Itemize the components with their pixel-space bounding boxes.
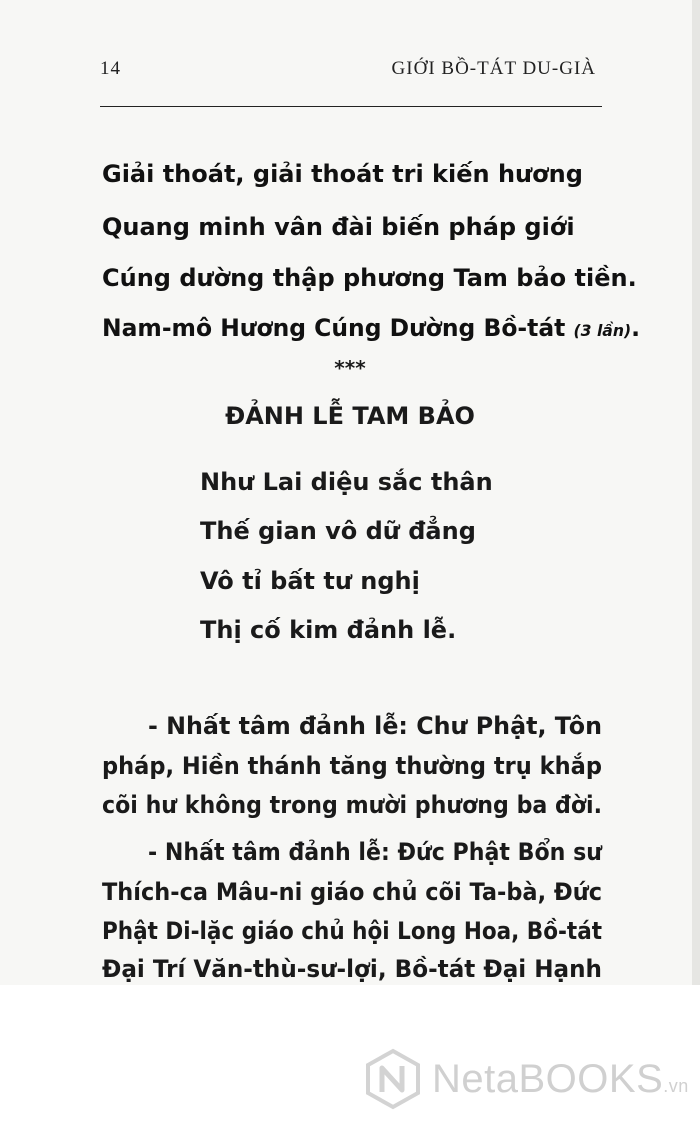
verse-line: Nam-mô Hương Cúng Dường Bồ-tát — [102, 314, 566, 342]
watermark-suffix: .vn — [663, 1075, 689, 1096]
watermark-brand: NetaBOOKS — [432, 1056, 664, 1101]
header-rule — [100, 106, 602, 107]
page-header — [100, 58, 596, 80]
paragraph-line: Phật Di-lặc giáo chủ hội Long Hoa, Bồ-tát — [102, 917, 602, 945]
verse-end-period: . — [631, 314, 640, 342]
gatha-line: Thế gian vô dữ đẳng — [200, 517, 476, 545]
gatha-line: Thị cố kim đảnh lễ. — [200, 616, 457, 644]
verse-line: Giải thoát, giải thoát tri kiến hương — [102, 160, 583, 188]
paragraph-line: pháp, Hiền thánh tăng thường trụ khắp — [102, 752, 602, 780]
verse-line: Quang minh vân đài biến pháp giới — [102, 213, 575, 241]
verse-line-with-note — [102, 314, 640, 342]
page-number: 14 — [100, 58, 121, 79]
netabooks-logo-icon — [362, 1048, 424, 1110]
paragraph-line: Đại Trí Văn-thù-sư-lợi, Bồ-tát Đại Hạnh — [102, 955, 602, 983]
brand-watermark — [362, 1044, 689, 1114]
repeat-note: (3 lần) — [573, 321, 632, 340]
running-title: GIỚI BỒ-TÁT DU-GIÀ — [391, 58, 596, 79]
watermark-text — [432, 1057, 689, 1102]
paragraph-line: - Nhất tâm đảnh lễ: Chư Phật, Tôn — [148, 712, 602, 740]
gatha-line: Vô tỉ bất tư nghị — [200, 567, 420, 595]
gatha-line: Như Lai diệu sắc thân — [200, 468, 493, 496]
paragraph-line: Thích-ca Mâu-ni giáo chủ cõi Ta-bà, Đức — [102, 878, 602, 906]
section-heading: ĐẢNH LỄ TAM BẢO — [225, 402, 475, 430]
paragraph-line: - Nhất tâm đảnh lễ: Đức Phật Bổn sư — [148, 838, 602, 866]
section-separator: *** — [334, 356, 366, 380]
verse-line: Cúng dường thập phương Tam bảo tiền. — [102, 264, 637, 292]
paragraph-line: cõi hư không trong mười phương ba đời. — [102, 791, 602, 819]
